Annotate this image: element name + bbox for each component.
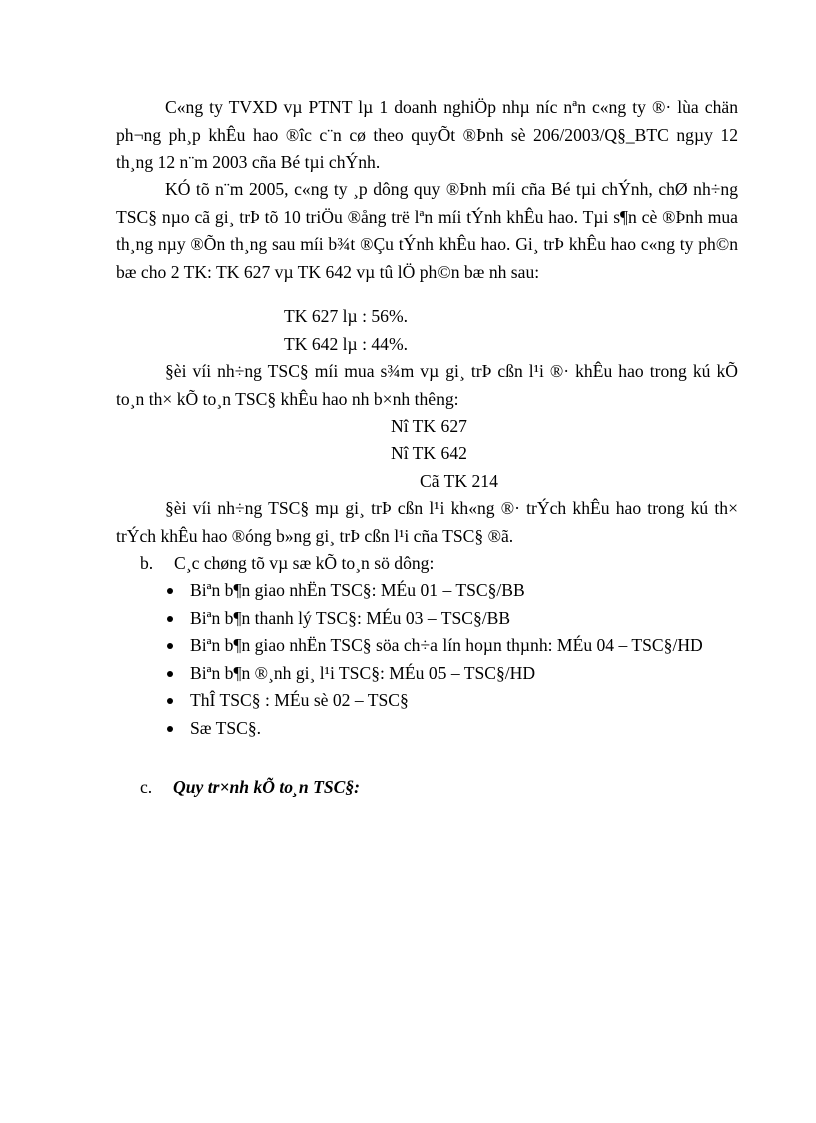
list-item: Sæ TSC§. xyxy=(148,715,738,743)
section-c-label: c. xyxy=(140,777,153,797)
list-item: Biªn b¶n thanh lý TSC§: MÉu 03 – TSC§/BB xyxy=(148,605,738,633)
section-b-label: b. xyxy=(140,553,154,573)
documents-list xyxy=(148,577,738,742)
section-b-heading xyxy=(140,550,434,578)
section-c-heading xyxy=(140,774,360,802)
entry-debit-627: Nî TK 627 xyxy=(391,416,467,436)
entry-debit-642: Nî TK 642 xyxy=(391,443,467,463)
bullet-icon xyxy=(167,698,173,704)
bullet-icon xyxy=(167,616,173,622)
bullet-icon xyxy=(167,671,173,677)
list-item: Biªn b¶n ®¸nh gi¸ l¹i TSC§: MÉu 05 – TSC§/HD xyxy=(148,660,738,688)
allocation-tk642: TK 642 lµ : 44%. xyxy=(284,334,408,354)
paragraph-remaining-value: §èi víi nh÷ng TSC§ mµ gi¸ trÞ cßn l¹i kh«ng ®· trÝch khÊu hao trong kú th× trÝch khÊu hao ®óng b»ng gi¸ trÞ cßn l¹i cña TSC§ ®ã. xyxy=(116,498,738,546)
bullet-icon xyxy=(167,588,173,594)
entry-credit-214: Cã TK 214 xyxy=(420,471,498,491)
paragraph-new-assets: §èi víi nh÷ng TSC§ míi mua s¾m vµ gi¸ trÞ cßn l¹i ®· khÊu hao trong kú kÕ to¸n th× kÕ to¸n TSC§ khÊu hao nh b×nh thêng: xyxy=(116,361,738,409)
allocation-tk627: TK 627 lµ : 56%. xyxy=(284,306,408,326)
bullet-icon xyxy=(167,726,173,732)
list-item: Biªn b¶n giao nhËn TSC§ söa ch÷a lín hoµn thµnh: MÉu 04 – TSC§/HD xyxy=(148,632,738,660)
bullet-icon xyxy=(167,643,173,649)
section-b-title: C¸c chøng tõ vµ sæ kÕ to¸n sö dông: xyxy=(174,553,435,573)
paragraph-new-regulation: KÓ tõ n¨m 2005, c«ng ty ¸p dông quy ®Þnh míi cña Bé tµi chÝnh, chØ nh÷ng TSC§ nµo cã gi¸ trÞ tõ 10 triÖu ®ång trë lªn míi tÝnh khÊu hao. Tµi s¶n cè ®Þnh mua th¸ng nµy ®Õn th¸ng sau míi b¾t ®Çu tÝnh khÊu hao. Gi¸ trÞ khÊu hao c«ng ty ph©n bæ cho 2 TK: TK 627 vµ TK 642 vµ tû lÖ ph©n bæ nh sau: xyxy=(116,179,738,282)
paragraph-depreciation-method: C«ng ty TVXD vµ PTNT lµ 1 doanh nghiÖp nhµ níc nªn c«ng ty ®· lùa chän ph¬ng ph¸p khÊu hao ®îc c¨n cø theo quyÕt ®Þnh sè 206/2003/Q§_BTC ngµy 12 th¸ng 12 n¨m 2003 cña Bé tµi chÝnh. xyxy=(116,97,738,172)
list-item: ThÎ TSC§ : MÉu sè 02 – TSC§ xyxy=(148,687,738,715)
list-item: Biªn b¶n giao nhËn TSC§: MÉu 01 – TSC§/BB xyxy=(148,577,738,605)
section-c-title: Quy tr×nh kÕ to¸n TSC§: xyxy=(173,777,361,797)
